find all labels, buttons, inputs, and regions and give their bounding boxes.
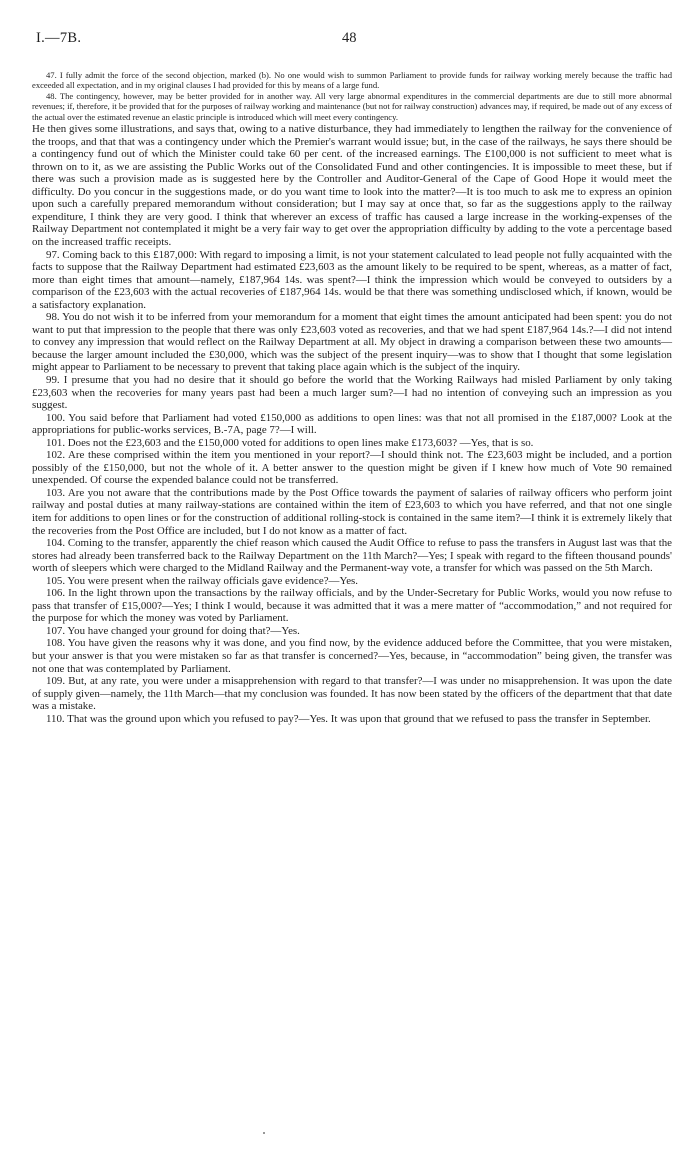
question-109: 109. But, at any rate, you were under a misapprehension with regard to that transfer?—I was under no misapprehension. It was upon the date of supply given—namely, the 11th March—that my conclusion was founded. It has now been stated by the officers of the department that that date was a mistake.: [32, 675, 672, 713]
paragraph-intro: He then gives some illustrations, and says that, owing to a native disturbance, they had immediately to lengthen the railway for the convenience of the troops, and that that was a contingency under which the Premier's warrant would issue; but, in the case of the railways, he says there should be a contingency fund out of which the Minister could take 60 per cent. of the increased earnings. The £100,000 is not sufficient to meet what is thrown on to it, as we are assisting the Public Works out of the Consolidated Fund and other contingencies. It is impossible to meet these, but if there was such a provision made as is suggested here by the Controller and Auditor-General of the Cape of Good Hope it would meet the difficulty. Do you concur in the suggestions made, or do you want time to look into the matter?—It is too much to ask me to express an opinion upon such a carefully prepared memorandum without consideration; but I may say at once that, so far as the suggestions apply to the railway expenditure, I think they are very good. I think that wherever an excess of traffic has caused a large increase in the working-expenses of the Railway Department not contemplated it might be a very fair way to get over the appropriation difficulty by adding to the vote a percentage based on the increased traffic receipts.: [32, 123, 672, 248]
question-101: 101. Does not the £23,603 and the £150,000 voted for additions to open lines make £173,603? —Yes, that is so.: [46, 436, 534, 449]
page-number: 48: [342, 30, 357, 46]
question-103: 103. Are you not aware that the contributions made by the Post Office towards the payment of salaries of railway officers who perform joint railway and postal duties at many railway-stations are contained within the item of £23,603 to which you have referred, and that not one single item for additions to open lines or for the construction of additional rolling-stock is contained in the same item?—I think it is extremely likely that the recoveries from the Post Office are included, but I do not know as a matter of fact.: [32, 486, 672, 537]
question-110: 110. That was the ground upon which you refused to pay?—Yes. It was upon that ground that we refused to pass the transfer in September.: [46, 712, 651, 725]
question-106: 106. In the light thrown upon the transactions by the railway officials, and by the Under-Secretary for Public Works, would you now refuse to pass that transfer of £15,000?—Yes; I think I would, because it was admitted that it was a mere matter of “accommodation,” and not required for the purpose for which the money was voted by Parliament.: [32, 587, 672, 625]
question-102: 102. Are these comprised within the item you mentioned in your report?—I should think not. The £23,603 might be included, and a portion possibly of the £150,000, but not the whole of it. A better answer to the question might be given if I knew how much of Vote 90 remained unexpended. Of course the expended balance could not be transferred.: [32, 449, 672, 487]
note-47: 47. I fully admit the force of the second objection, marked (b). No one would wish to summon Parliament to provide funds for railway working merely because the traffic had exceeded all expectation, and in my original clauses I had provided for this by means of a large fund.: [32, 70, 672, 91]
quoted-notes: [32, 70, 672, 122]
question-100: 100. You said before that Parliament had voted £150,000 as additions to open lines: was that not all promised in the £187,000? Look at the appropriations for public-works services, B.-7A, page 7?—I will.: [32, 411, 672, 437]
question-97: 97. Coming back to this £187,000: With regard to imposing a limit, is not your statement calculated to lead people not fully acquainted with the facts to suppose that the Railway Department had estimated £23,603 as the amount likely to be required to be spent, whereas, as a matter of fact, more than eight times that amount—namely, £187,964 14s. was spent?—I think the impression which would be conveyed to outsiders by a comparison of the £23,603 with the actual recoveries of £187,964 14s. would be that there was something undisclosed which, if known, would be a satisfactory explanation.: [32, 248, 672, 311]
question-99: 99. I presume that you had no desire that it should go before the world that the Working Railways had misled Parliament by only taking £23,603 when the recoveries for many years past had been a much larger sum?—I had no intention of conveying such an impression as you suggest.: [32, 373, 672, 412]
question-104: 104. Coming to the transfer, apparently the chief reason which caused the Audit Office to refuse to pass the transfers in August last was that the stores had already been transferred back to the Railway Department on the 11th March?—Yes; I speak with regard to the fifteen thousand pounds' worth of sleepers which were charged to the Midland Railway and the Permanent-way vote, a transfer for which was passed on the 5th March.: [32, 537, 672, 575]
evidence-body: [32, 123, 672, 725]
question-108: 108. You have given the reasons why it was done, and you find now, by the evidence adduced before the Committee, that you were mistaken, but your answer is that you were mistaken so far as that transfer is concerned?—Yes, because, in “accommodation” being given, the transfer was not one that was contemplated by Parliament.: [32, 637, 672, 675]
paper-reference: I.—7B.: [36, 30, 82, 46]
note-48: 48. The contingency, however, may be better provided for in another way. All very large abnormal expenditures in the commercial departments are due to still more abnormal revenues; if, therefore, it be provided that for the purposes of railway working and maintenance (but not for railway construction) advances may, if required, be made out of any excess of the actual over the estimated revenue an elastic principle is introduced which will meet every contingency.: [32, 90, 672, 122]
scan-speck: [263, 1132, 265, 1134]
question-98: 98. You do not wish it to be inferred from your memorandum for a moment that eight times the amount anticipated had been spent: you do not want to put that impression to the people that there was only £23,603 voted as recoveries, and that we had spent £187,964 14s.?—I did not intend to convey any impression that would reflect on the Railway Department at all. My object in drawing a comparison between these two amounts—because the larger amount included the £30,000, which was the subject of the present inquiry—was to show that I thought that some legislation might appear to Parliament to be necessary to prevent that taking place again which is the subject of the inquiry.: [32, 311, 672, 374]
question-105: 105. You were present when the railway officials gave evidence?—Yes.: [46, 574, 359, 587]
page-header: [32, 30, 672, 56]
question-107: 107. You have changed your ground for doing that?—Yes.: [46, 624, 300, 637]
